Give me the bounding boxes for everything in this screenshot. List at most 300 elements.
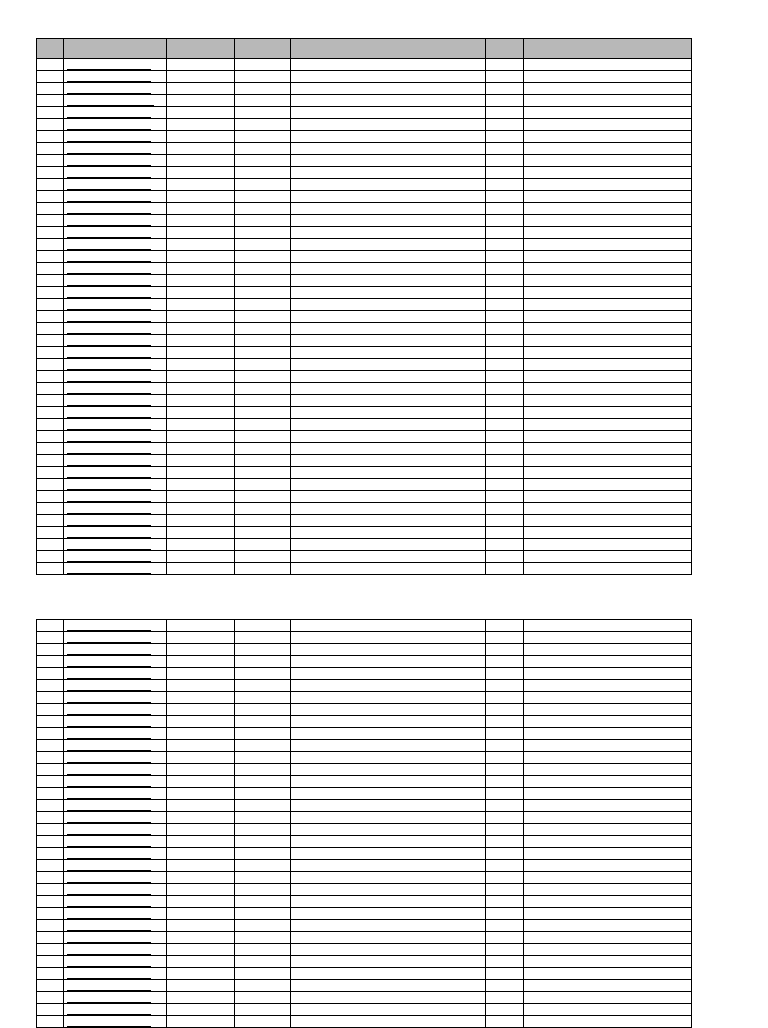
col4-cell[interactable] bbox=[235, 884, 291, 896]
description-cell[interactable] bbox=[291, 227, 486, 239]
col6-cell[interactable] bbox=[486, 908, 524, 920]
index-cell[interactable] bbox=[37, 431, 64, 443]
col6-cell[interactable] bbox=[486, 932, 524, 944]
col4-cell[interactable] bbox=[235, 407, 291, 419]
col6-cell[interactable] bbox=[486, 872, 524, 884]
name-cell[interactable] bbox=[64, 167, 167, 179]
col6-cell[interactable] bbox=[486, 407, 524, 419]
col6-cell[interactable] bbox=[486, 395, 524, 407]
index-cell[interactable] bbox=[37, 503, 64, 515]
col6-cell[interactable] bbox=[486, 752, 524, 764]
notes-cell[interactable] bbox=[524, 359, 692, 371]
notes-cell[interactable] bbox=[524, 95, 692, 107]
col3-cell[interactable] bbox=[167, 896, 235, 908]
col6-cell[interactable] bbox=[486, 419, 524, 431]
col6-cell[interactable] bbox=[486, 896, 524, 908]
col3-cell[interactable] bbox=[167, 932, 235, 944]
col4-cell[interactable] bbox=[235, 932, 291, 944]
name-cell[interactable] bbox=[64, 263, 167, 275]
name-cell[interactable] bbox=[64, 311, 167, 323]
description-cell[interactable] bbox=[291, 728, 486, 740]
index-cell[interactable] bbox=[37, 551, 64, 563]
notes-cell[interactable] bbox=[524, 824, 692, 836]
description-cell[interactable] bbox=[291, 95, 486, 107]
notes-cell[interactable] bbox=[524, 860, 692, 872]
col4-cell[interactable] bbox=[235, 227, 291, 239]
col3-cell[interactable] bbox=[167, 71, 235, 83]
notes-cell[interactable] bbox=[524, 323, 692, 335]
index-cell[interactable] bbox=[37, 251, 64, 263]
col3-cell[interactable] bbox=[167, 716, 235, 728]
index-cell[interactable] bbox=[37, 716, 64, 728]
col6-cell[interactable] bbox=[486, 1004, 524, 1016]
col4-cell[interactable] bbox=[235, 455, 291, 467]
index-cell[interactable] bbox=[37, 407, 64, 419]
notes-cell[interactable] bbox=[524, 383, 692, 395]
col4-cell[interactable] bbox=[235, 491, 291, 503]
name-cell[interactable] bbox=[64, 968, 167, 980]
col4-cell[interactable] bbox=[235, 992, 291, 1004]
col6-cell[interactable] bbox=[486, 656, 524, 668]
description-cell[interactable] bbox=[291, 215, 486, 227]
description-cell[interactable] bbox=[291, 539, 486, 551]
col4-cell[interactable] bbox=[235, 95, 291, 107]
col6-cell[interactable] bbox=[486, 287, 524, 299]
description-cell[interactable] bbox=[291, 848, 486, 860]
notes-cell[interactable] bbox=[524, 728, 692, 740]
name-cell[interactable] bbox=[64, 119, 167, 131]
description-cell[interactable] bbox=[291, 311, 486, 323]
description-cell[interactable] bbox=[291, 908, 486, 920]
col6-cell[interactable] bbox=[486, 251, 524, 263]
notes-cell[interactable] bbox=[524, 539, 692, 551]
notes-cell[interactable] bbox=[524, 620, 692, 632]
notes-cell[interactable] bbox=[524, 1016, 692, 1028]
description-cell[interactable] bbox=[291, 944, 486, 956]
col3-cell[interactable] bbox=[167, 848, 235, 860]
col6-cell[interactable] bbox=[486, 680, 524, 692]
description-cell[interactable] bbox=[291, 692, 486, 704]
col3-cell[interactable] bbox=[167, 155, 235, 167]
col6-cell[interactable] bbox=[486, 83, 524, 95]
index-cell[interactable] bbox=[37, 71, 64, 83]
name-cell[interactable] bbox=[64, 563, 167, 575]
index-cell[interactable] bbox=[37, 107, 64, 119]
col4-cell[interactable] bbox=[235, 920, 291, 932]
index-cell[interactable] bbox=[37, 1016, 64, 1028]
name-cell[interactable] bbox=[64, 407, 167, 419]
col3-cell[interactable] bbox=[167, 95, 235, 107]
col6-cell[interactable] bbox=[486, 155, 524, 167]
notes-cell[interactable] bbox=[524, 800, 692, 812]
description-cell[interactable] bbox=[291, 191, 486, 203]
name-cell[interactable] bbox=[64, 716, 167, 728]
col6-cell[interactable] bbox=[486, 824, 524, 836]
name-cell[interactable] bbox=[64, 896, 167, 908]
name-cell[interactable] bbox=[64, 539, 167, 551]
col6-cell[interactable] bbox=[486, 860, 524, 872]
col4-cell[interactable] bbox=[235, 956, 291, 968]
col6-cell[interactable] bbox=[486, 215, 524, 227]
description-cell[interactable] bbox=[291, 1004, 486, 1016]
name-cell[interactable] bbox=[64, 551, 167, 563]
col4-cell[interactable] bbox=[235, 860, 291, 872]
col6-cell[interactable] bbox=[486, 776, 524, 788]
col4-cell[interactable] bbox=[235, 371, 291, 383]
name-cell[interactable] bbox=[64, 824, 167, 836]
index-cell[interactable] bbox=[37, 479, 64, 491]
description-cell[interactable] bbox=[291, 776, 486, 788]
name-cell[interactable] bbox=[64, 275, 167, 287]
col6-cell[interactable] bbox=[486, 944, 524, 956]
index-cell[interactable] bbox=[37, 263, 64, 275]
description-cell[interactable] bbox=[291, 632, 486, 644]
name-cell[interactable] bbox=[64, 95, 167, 107]
notes-cell[interactable] bbox=[524, 527, 692, 539]
col6-cell[interactable] bbox=[486, 335, 524, 347]
col3-cell[interactable] bbox=[167, 872, 235, 884]
index-cell[interactable] bbox=[37, 668, 64, 680]
index-cell[interactable] bbox=[37, 275, 64, 287]
index-cell[interactable] bbox=[37, 203, 64, 215]
col4-cell[interactable] bbox=[235, 443, 291, 455]
index-cell[interactable] bbox=[37, 800, 64, 812]
description-cell[interactable] bbox=[291, 443, 486, 455]
col3-cell[interactable] bbox=[167, 503, 235, 515]
name-cell[interactable] bbox=[64, 620, 167, 632]
col6-cell[interactable] bbox=[486, 239, 524, 251]
col6-cell[interactable] bbox=[486, 479, 524, 491]
description-cell[interactable] bbox=[291, 275, 486, 287]
col6-cell[interactable] bbox=[486, 764, 524, 776]
col4-cell[interactable] bbox=[235, 287, 291, 299]
col4-cell[interactable] bbox=[235, 944, 291, 956]
description-cell[interactable] bbox=[291, 455, 486, 467]
col4-cell[interactable] bbox=[235, 704, 291, 716]
description-cell[interactable] bbox=[291, 107, 486, 119]
col3-cell[interactable] bbox=[167, 359, 235, 371]
description-cell[interactable] bbox=[291, 812, 486, 824]
col4-cell[interactable] bbox=[235, 764, 291, 776]
col6-cell[interactable] bbox=[486, 992, 524, 1004]
col4-cell[interactable] bbox=[235, 83, 291, 95]
col3-cell[interactable] bbox=[167, 371, 235, 383]
name-cell[interactable] bbox=[64, 932, 167, 944]
notes-cell[interactable] bbox=[524, 251, 692, 263]
name-cell[interactable] bbox=[64, 680, 167, 692]
col3-cell[interactable] bbox=[167, 788, 235, 800]
col6-cell[interactable] bbox=[486, 668, 524, 680]
col4-cell[interactable] bbox=[235, 203, 291, 215]
name-cell[interactable] bbox=[64, 251, 167, 263]
col4-cell[interactable] bbox=[235, 251, 291, 263]
notes-cell[interactable] bbox=[524, 908, 692, 920]
name-cell[interactable] bbox=[64, 179, 167, 191]
col6-cell[interactable] bbox=[486, 167, 524, 179]
col3-cell[interactable] bbox=[167, 119, 235, 131]
index-cell[interactable] bbox=[37, 455, 64, 467]
col4-cell[interactable] bbox=[235, 812, 291, 824]
notes-cell[interactable] bbox=[524, 680, 692, 692]
name-cell[interactable] bbox=[64, 980, 167, 992]
col3-cell[interactable] bbox=[167, 515, 235, 527]
name-cell[interactable] bbox=[64, 383, 167, 395]
description-cell[interactable] bbox=[291, 932, 486, 944]
description-cell[interactable] bbox=[291, 383, 486, 395]
col4-cell[interactable] bbox=[235, 467, 291, 479]
col6-cell[interactable] bbox=[486, 1016, 524, 1028]
col6-cell[interactable] bbox=[486, 443, 524, 455]
col3-cell[interactable] bbox=[167, 764, 235, 776]
description-cell[interactable] bbox=[291, 155, 486, 167]
col4-cell[interactable] bbox=[235, 431, 291, 443]
col6-cell[interactable] bbox=[486, 836, 524, 848]
col6-cell[interactable] bbox=[486, 191, 524, 203]
notes-cell[interactable] bbox=[524, 431, 692, 443]
description-cell[interactable] bbox=[291, 968, 486, 980]
notes-cell[interactable] bbox=[524, 215, 692, 227]
name-cell[interactable] bbox=[64, 884, 167, 896]
col6-cell[interactable] bbox=[486, 455, 524, 467]
description-cell[interactable] bbox=[291, 704, 486, 716]
col4-cell[interactable] bbox=[235, 680, 291, 692]
col4-cell[interactable] bbox=[235, 848, 291, 860]
col3-cell[interactable] bbox=[167, 395, 235, 407]
notes-cell[interactable] bbox=[524, 740, 692, 752]
notes-cell[interactable] bbox=[524, 479, 692, 491]
notes-cell[interactable] bbox=[524, 704, 692, 716]
description-cell[interactable] bbox=[291, 1016, 486, 1028]
col6-cell[interactable] bbox=[486, 884, 524, 896]
index-cell[interactable] bbox=[37, 968, 64, 980]
col4-cell[interactable] bbox=[235, 1016, 291, 1028]
index-cell[interactable] bbox=[37, 776, 64, 788]
col3-cell[interactable] bbox=[167, 692, 235, 704]
col3-cell[interactable] bbox=[167, 383, 235, 395]
name-cell[interactable] bbox=[64, 299, 167, 311]
col3-cell[interactable] bbox=[167, 956, 235, 968]
notes-cell[interactable] bbox=[524, 764, 692, 776]
col6-cell[interactable] bbox=[486, 143, 524, 155]
name-cell[interactable] bbox=[64, 371, 167, 383]
notes-cell[interactable] bbox=[524, 299, 692, 311]
index-cell[interactable] bbox=[37, 383, 64, 395]
col6-cell[interactable] bbox=[486, 788, 524, 800]
description-cell[interactable] bbox=[291, 179, 486, 191]
description-cell[interactable] bbox=[291, 167, 486, 179]
description-cell[interactable] bbox=[291, 143, 486, 155]
notes-cell[interactable] bbox=[524, 119, 692, 131]
index-cell[interactable] bbox=[37, 728, 64, 740]
name-cell[interactable] bbox=[64, 479, 167, 491]
index-cell[interactable] bbox=[37, 539, 64, 551]
col3-cell[interactable] bbox=[167, 728, 235, 740]
name-cell[interactable] bbox=[64, 455, 167, 467]
description-cell[interactable] bbox=[291, 251, 486, 263]
description-cell[interactable] bbox=[291, 203, 486, 215]
index-cell[interactable] bbox=[37, 395, 64, 407]
notes-cell[interactable] bbox=[524, 920, 692, 932]
index-cell[interactable] bbox=[37, 752, 64, 764]
col3-cell[interactable] bbox=[167, 980, 235, 992]
description-cell[interactable] bbox=[291, 527, 486, 539]
index-cell[interactable] bbox=[37, 563, 64, 575]
notes-cell[interactable] bbox=[524, 83, 692, 95]
col4-cell[interactable] bbox=[235, 71, 291, 83]
name-cell[interactable] bbox=[64, 944, 167, 956]
col3-cell[interactable] bbox=[167, 335, 235, 347]
col3-cell[interactable] bbox=[167, 992, 235, 1004]
col6-cell[interactable] bbox=[486, 704, 524, 716]
col6-cell[interactable] bbox=[486, 59, 524, 71]
col4-cell[interactable] bbox=[235, 836, 291, 848]
col4-cell[interactable] bbox=[235, 167, 291, 179]
index-cell[interactable] bbox=[37, 908, 64, 920]
col3-cell[interactable] bbox=[167, 467, 235, 479]
notes-cell[interactable] bbox=[524, 371, 692, 383]
notes-cell[interactable] bbox=[524, 656, 692, 668]
col3-cell[interactable] bbox=[167, 311, 235, 323]
description-cell[interactable] bbox=[291, 563, 486, 575]
index-cell[interactable] bbox=[37, 131, 64, 143]
name-cell[interactable] bbox=[64, 752, 167, 764]
name-cell[interactable] bbox=[64, 728, 167, 740]
description-cell[interactable] bbox=[291, 239, 486, 251]
index-cell[interactable] bbox=[37, 59, 64, 71]
name-cell[interactable] bbox=[64, 644, 167, 656]
col4-cell[interactable] bbox=[235, 107, 291, 119]
col6-cell[interactable] bbox=[486, 632, 524, 644]
notes-cell[interactable] bbox=[524, 71, 692, 83]
notes-cell[interactable] bbox=[524, 848, 692, 860]
description-cell[interactable] bbox=[291, 419, 486, 431]
index-cell[interactable] bbox=[37, 83, 64, 95]
notes-cell[interactable] bbox=[524, 203, 692, 215]
notes-cell[interactable] bbox=[524, 668, 692, 680]
name-cell[interactable] bbox=[64, 836, 167, 848]
description-cell[interactable] bbox=[291, 656, 486, 668]
description-cell[interactable] bbox=[291, 491, 486, 503]
name-cell[interactable] bbox=[64, 359, 167, 371]
name-cell[interactable] bbox=[64, 848, 167, 860]
col4-cell[interactable] bbox=[235, 908, 291, 920]
notes-cell[interactable] bbox=[524, 443, 692, 455]
index-cell[interactable] bbox=[37, 311, 64, 323]
col4-cell[interactable] bbox=[235, 872, 291, 884]
col3-cell[interactable] bbox=[167, 776, 235, 788]
notes-cell[interactable] bbox=[524, 311, 692, 323]
description-cell[interactable] bbox=[291, 668, 486, 680]
col6-cell[interactable] bbox=[486, 119, 524, 131]
col6-cell[interactable] bbox=[486, 203, 524, 215]
col4-cell[interactable] bbox=[235, 335, 291, 347]
col4-cell[interactable] bbox=[235, 776, 291, 788]
col3-cell[interactable] bbox=[167, 752, 235, 764]
col6-cell[interactable] bbox=[486, 371, 524, 383]
col3-cell[interactable] bbox=[167, 59, 235, 71]
notes-cell[interactable] bbox=[524, 752, 692, 764]
col3-cell[interactable] bbox=[167, 215, 235, 227]
col4-cell[interactable] bbox=[235, 824, 291, 836]
col3-cell[interactable] bbox=[167, 287, 235, 299]
col3-cell[interactable] bbox=[167, 527, 235, 539]
col3-cell[interactable] bbox=[167, 644, 235, 656]
notes-cell[interactable] bbox=[524, 107, 692, 119]
col4-cell[interactable] bbox=[235, 419, 291, 431]
col3-cell[interactable] bbox=[167, 167, 235, 179]
col3-cell[interactable] bbox=[167, 323, 235, 335]
col3-cell[interactable] bbox=[167, 455, 235, 467]
name-cell[interactable] bbox=[64, 692, 167, 704]
col4-cell[interactable] bbox=[235, 143, 291, 155]
col3-cell[interactable] bbox=[167, 131, 235, 143]
notes-cell[interactable] bbox=[524, 944, 692, 956]
index-cell[interactable] bbox=[37, 167, 64, 179]
name-cell[interactable] bbox=[64, 215, 167, 227]
col6-cell[interactable] bbox=[486, 551, 524, 563]
col3-cell[interactable] bbox=[167, 191, 235, 203]
name-cell[interactable] bbox=[64, 143, 167, 155]
col3-cell[interactable] bbox=[167, 1004, 235, 1016]
col3-cell[interactable] bbox=[167, 944, 235, 956]
col3-cell[interactable] bbox=[167, 203, 235, 215]
notes-cell[interactable] bbox=[524, 515, 692, 527]
col4-cell[interactable] bbox=[235, 752, 291, 764]
index-cell[interactable] bbox=[37, 992, 64, 1004]
notes-cell[interactable] bbox=[524, 491, 692, 503]
notes-cell[interactable] bbox=[524, 143, 692, 155]
col4-cell[interactable] bbox=[235, 359, 291, 371]
col6-cell[interactable] bbox=[486, 131, 524, 143]
col6-cell[interactable] bbox=[486, 299, 524, 311]
index-cell[interactable] bbox=[37, 860, 64, 872]
col3-cell[interactable] bbox=[167, 479, 235, 491]
index-cell[interactable] bbox=[37, 788, 64, 800]
index-cell[interactable] bbox=[37, 419, 64, 431]
col4-cell[interactable] bbox=[235, 896, 291, 908]
index-cell[interactable] bbox=[37, 1004, 64, 1016]
notes-cell[interactable] bbox=[524, 716, 692, 728]
col3-cell[interactable] bbox=[167, 539, 235, 551]
description-cell[interactable] bbox=[291, 263, 486, 275]
index-cell[interactable] bbox=[37, 359, 64, 371]
col3-cell[interactable] bbox=[167, 251, 235, 263]
col6-cell[interactable] bbox=[486, 515, 524, 527]
col4-cell[interactable] bbox=[235, 563, 291, 575]
description-cell[interactable] bbox=[291, 359, 486, 371]
description-cell[interactable] bbox=[291, 59, 486, 71]
description-cell[interactable] bbox=[291, 740, 486, 752]
index-cell[interactable] bbox=[37, 956, 64, 968]
name-cell[interactable] bbox=[64, 632, 167, 644]
description-cell[interactable] bbox=[291, 407, 486, 419]
name-cell[interactable] bbox=[64, 704, 167, 716]
col6-cell[interactable] bbox=[486, 347, 524, 359]
name-cell[interactable] bbox=[64, 323, 167, 335]
name-cell[interactable] bbox=[64, 83, 167, 95]
col6-cell[interactable] bbox=[486, 503, 524, 515]
col4-cell[interactable] bbox=[235, 323, 291, 335]
index-cell[interactable] bbox=[37, 692, 64, 704]
col4-cell[interactable] bbox=[235, 131, 291, 143]
col4-cell[interactable] bbox=[235, 347, 291, 359]
col6-cell[interactable] bbox=[486, 644, 524, 656]
col6-cell[interactable] bbox=[486, 275, 524, 287]
name-cell[interactable] bbox=[64, 872, 167, 884]
notes-cell[interactable] bbox=[524, 776, 692, 788]
name-cell[interactable] bbox=[64, 860, 167, 872]
col3-cell[interactable] bbox=[167, 800, 235, 812]
